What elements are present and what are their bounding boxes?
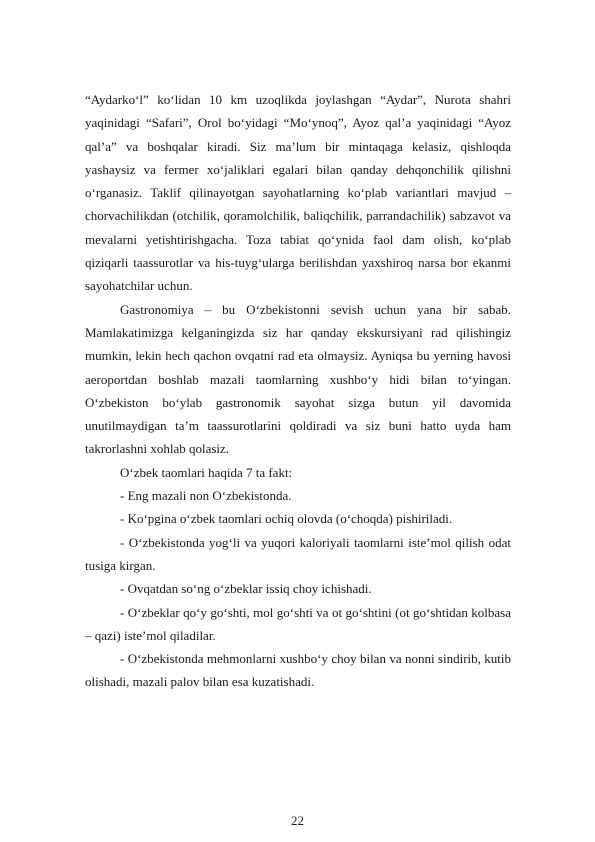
paragraph-gastronomy: Gastronomiya – bu O‘zbekistonni sevish uchun yana bir sabab. Mamlakatimizga kelganingizda siz har qanday ekskursiyani rad qilishingiz mumkin, lekin hech qachon ovqatni rad eta olmaysiz. Ayniqsa bu yerning havosi aeroportdan boshlab mazali taomlarning xushbo‘y hidi bilan to‘yingan. O‘zbekiston bo‘ylab gastronomik sayohat sizga butun yil davomida unutilmaydigan ta’m taassurotlarini qoldiradi va siz buni hatto uyda ham takrorlashni xohlab qolasiz.: [85, 301, 511, 457]
page-number: 22: [291, 813, 304, 828]
fact-item: - Eng mazali non O‘zbekistonda.: [120, 488, 292, 504]
fact-item: - O‘zbekistonda mehmonlarni xushbo‘y choy bilan va nonni sindirib, kutib olishadi, mazali palov bilan esa kuzatishadi.: [85, 651, 511, 690]
fact-item: - Ko‘pgina o‘zbek taomlari ochiq olovda (o‘choqda) pishiriladi.: [120, 511, 453, 527]
page-body: [85, 88, 511, 694]
fact-item: - O‘zbekistonda yog‘li va yuqori kaloriyali taomlarni iste’mol qilish odat tusiga kirgan.: [85, 534, 511, 573]
fact-item: - O‘zbeklar qo‘y go‘shti, mol go‘shti va ot go‘shtini (ot go‘shtidan kolbasa – qazi) iste’mol qiladilar.: [85, 604, 511, 643]
paragraph-agrotourism: “Aydarko‘l” ko‘lidan 10 km uzoqlikda joylashgan “Aydar”, Nurota shahri yaqinidagi “Safari”, Orol bo‘yidagi “Mo‘ynoq”, Ayoz qal’a yaqinidagi “Ayoz qal’a” va boshqalar kiradi. Siz ma’lum bir mintaqaga kelasiz, qishloqda yashaysiz va fermer xo‘jaliklari egalari bilan qanday dehqonchilik qilishni o‘rganasiz. Taklif qilinayotgan sayohatlarning ko‘plab variantlari mavjud – chorvachilikdan (otchilik, qoramolchilik, baliqchilik, parrandachilik) sabzavot va mevalarni yetishtirishgacha. Toza tabiat qo‘ynida faol dam olish, ko‘plab qiziqarli taassurotlar va his-tuyg‘ularga berilishdan yaxshiroq narsa bor ekanmi sayohatchilar uchun.: [85, 92, 511, 294]
facts-heading: O‘zbek taomlari haqida 7 ta fakt:: [120, 464, 293, 480]
fact-item: - Ovqatdan so‘ng o‘zbeklar issiq choy ichishadi.: [120, 581, 372, 597]
